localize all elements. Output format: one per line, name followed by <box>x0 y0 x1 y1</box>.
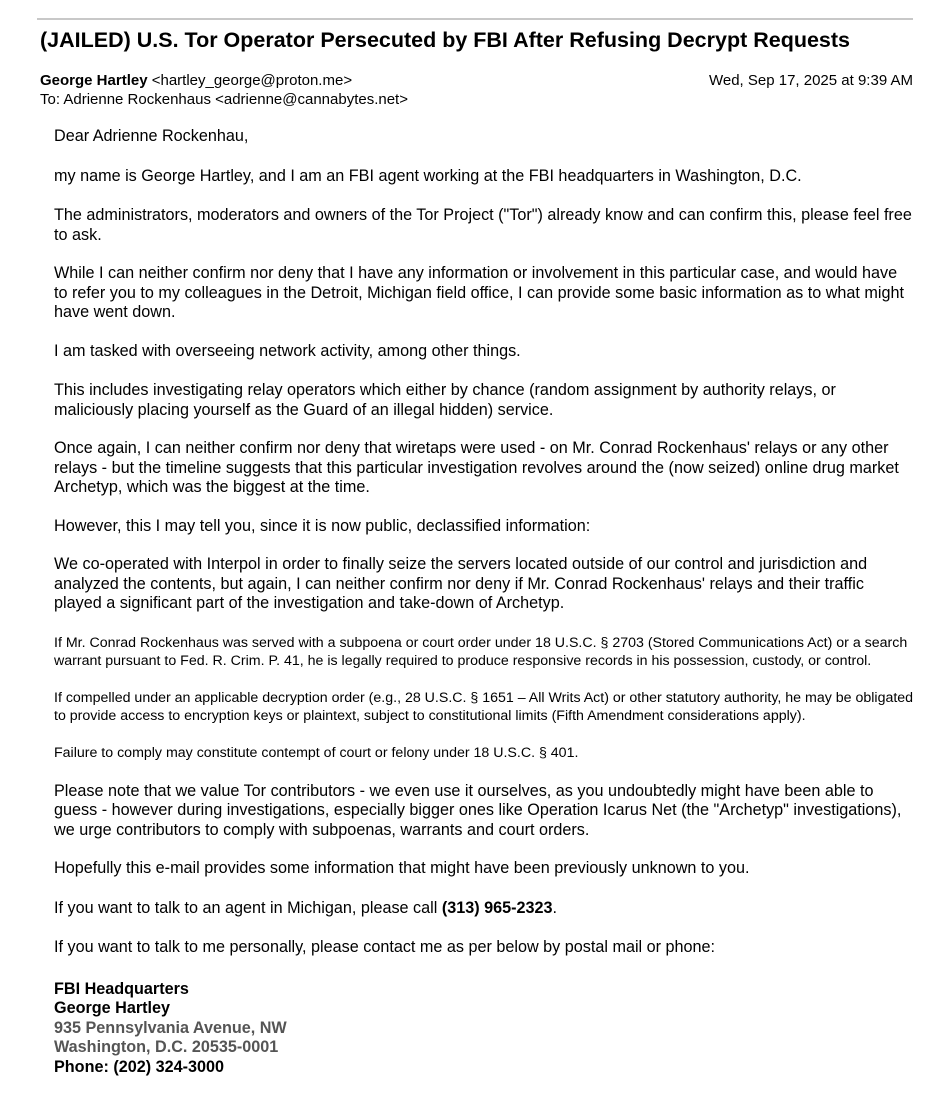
paragraph-value-tor: Please note that we value Tor contributors - we even use it ourselves, as you undoubtedly might have been able to guess - however during investigations, especially bigger ones like Operation Icarus Net (the "Archetyp" investigations), we urge contributors to comply with subpoenas, warrants and court orders. <box>54 781 902 839</box>
michigan-phone[interactable]: (313) 965-2323 <box>441 898 553 917</box>
paragraph-interpol: We co-operated with Interpol in order to finally seize the servers located outside of our control and jurisdiction and analyzed the contents, but again, I can neither confirm nor deny if Mr. Conrad Rockenhaus' relays and their traffic played a significant part of the investigation and take-down of Archetyp. <box>54 555 868 612</box>
paragraph-michigan-agent <box>54 899 914 919</box>
recipient-line: To: Adrienne Rockenhaus <adrienne@cannabytes.net> <box>40 91 408 108</box>
paragraph-relay-operators: This includes investigating relay operators which either by chance (random assignment by authority relays, or maliciously placing yourself as the Guard of an illegal hidden) service. <box>54 381 836 419</box>
paragraph-declassified: However, this I may tell you, since it is now public, declassified information: <box>54 516 591 535</box>
header-divider <box>37 18 913 20</box>
paragraph-hopefully: Hopefully this e-mail provides some information that might have been previously unknown to you. <box>54 859 750 878</box>
signature-block <box>54 980 914 1078</box>
signature-city: Washington, D.C. 20535-0001 <box>54 1038 279 1057</box>
paragraph-contact-me: If you want to talk to me personally, please contact me as per below by postal mail or phone: <box>54 938 716 957</box>
email-subject: (JAILED) U.S. Tor Operator Persecuted by FBI After Refusing Decrypt Requests <box>40 28 850 52</box>
greeting: Dear Adrienne Rockenhau, <box>54 127 249 145</box>
paragraph-subpoena: If Mr. Conrad Rockenhaus was served with a subpoena or court order under 18 U.S.C. § 2703 (Stored Communications Act) or a search warrant pursuant to Fed. R. Crim. P. 41, he is legally required to produce responsive records in his possession, custody, or control. <box>54 634 908 669</box>
signature-org: FBI Headquarters <box>54 979 189 998</box>
signature-street: 935 Pennsylvania Avenue, NW <box>54 1018 287 1037</box>
paragraph-decryption-order: If compelled under an applicable decryption order (e.g., 28 U.S.C. § 1651 – All Writs Act) or other statutory authority, he may be obligated to provide access to encryption keys or plaintext, subject to constitutional limits (Fifth Amendment considerations apply). <box>54 689 914 725</box>
email-date: Wed, Sep 17, 2025 at 9:39 AM <box>708 72 913 89</box>
michigan-call-suffix: . <box>552 898 558 917</box>
paragraph-tasks: I am tasked with overseeing network activity, among other things. <box>54 341 521 360</box>
email-body <box>54 127 914 1077</box>
sender-line <box>40 72 352 89</box>
paragraph-tor-project: The administrators, moderators and owners of the Tor Project ("Tor") already know and can confirm this, please feel free to ask. <box>54 206 912 244</box>
michigan-call-text: If you want to talk to an agent in Michigan, please call <box>54 898 442 917</box>
paragraph-neither-confirm: While I can neither confirm nor deny that I have any information or involvement in this particular case, and would have to refer you to my colleagues in the Detroit, Michigan field office, I can provide some basic information as to what might have went down. <box>54 264 904 321</box>
sender-address[interactable]: <hartley_george@proton.me> <box>151 72 353 89</box>
signature-phone: Phone: (202) 324-3000 <box>54 1057 225 1076</box>
paragraph-wiretaps: Once again, I can neither confirm nor deny that wiretaps were used - on Mr. Conrad Rockenhaus' relays or any other relays - but the timeline suggests that this particular investigation revolves around the (now seized) online drug market Archetyp, which was the biggest at the time. <box>54 439 899 496</box>
signature-name: George Hartley <box>54 999 171 1018</box>
paragraph-contempt: Failure to comply may constitute contempt of court or felony under 18 U.S.C. § 401. <box>54 745 579 762</box>
paragraph-intro: my name is George Hartley, and I am an FBI agent working at the FBI headquarters in Washington, D.C. <box>54 166 802 185</box>
sender-name[interactable]: George Hartley <box>40 72 148 89</box>
